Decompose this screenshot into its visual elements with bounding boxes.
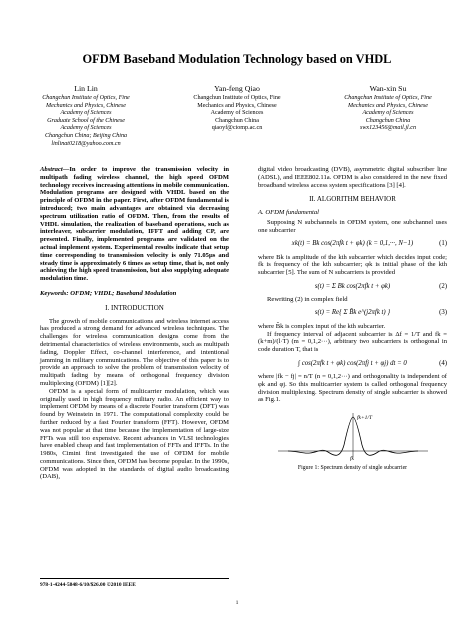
copyright-footnote: 978-1-4244-5848-6/10/$26.00 ©2010 IEEE	[40, 578, 229, 588]
affiliation-line: Academy of Sciences	[210, 110, 264, 117]
author-email: linlinat0218@yahoo.com.cn	[51, 140, 121, 147]
equation-text: s(t) = Σ Bk cos(2πfk t + φk)	[314, 282, 391, 290]
equation-text: ∫ cos(2πfk t + φk) cos(2πfj t + φj) dt = 0	[298, 359, 407, 367]
equation-text: xk(t) = Bk cos(2πfk t + φk) (k = 0,1,···, N−1)	[291, 240, 414, 248]
affiliation-line: Changchun Institute of Optics, Fine	[42, 95, 130, 101]
fig-label-top: fk+1/T	[357, 415, 373, 422]
paper-title: OFDM Baseband Modulation Technology based on VHDL	[82, 52, 392, 66]
affiliation-line: Changchun Institute of Optics, Fine	[193, 95, 281, 101]
body-paragraph: If frequency interval of adjacent subcarrier is Δf = 1/T and fk = (k+m)/(l·T) (m = 0,1,2···), arbitrary two subcarriers is orthogonal in code duration T, that is	[258, 330, 447, 354]
body-paragraph: Supposing N subchannels in OFDM system, one subchannel uses one subcarrier	[258, 218, 447, 234]
affiliation-line: Changchun China	[215, 117, 259, 124]
equation-2	[258, 280, 447, 293]
equation-number: (1)	[439, 240, 447, 248]
body-paragraph: where B̂k is complex input of the kth subcarrier.	[258, 322, 386, 330]
body-paragraph: where Bk is amplitude of the kth subcarrier which decides input code; fk is frequency of the kth subcarrier; φk is initial phase of the kth subcarrier [5]. The sum of N subcarriers is provided	[258, 253, 447, 277]
affiliation-line: Changchun Institute of Optics, Fine	[344, 95, 432, 101]
figure-1	[258, 407, 447, 463]
subsection-heading: A. OFDM fundamental	[258, 209, 319, 217]
author-email: swx123456@mail.jl.cn	[359, 125, 417, 132]
figure-caption: Figure 1: Spectrum density of single subcarrier	[297, 465, 408, 472]
body-paragraph: where |fk − fj| = n/T (n = 0,1,2···) and orthogonality is independent of φk and φj. So this multicarrier system is called orthogonal frequency division multiplexing. Spectrum density of single subcarrier is showed as Fig.1.	[258, 372, 447, 404]
fig-label-fk: fk	[350, 456, 354, 463]
author-name: Wan-xin Su	[369, 84, 407, 93]
author-name: Yan-feng Qiao	[214, 84, 260, 93]
right-column	[258, 166, 447, 473]
section-heading-introduction: I. INTRODUCTION	[105, 303, 164, 312]
affiliation-line: Mechanics and Physics, Chinese	[197, 102, 277, 109]
equation-text: s(t) = Re{ Σ B̂k e^(j2πfk t) }	[314, 309, 391, 317]
equation-1	[258, 238, 447, 251]
body-paragraph: digital video broadcasting (DVB), asymmetric digital subscriber line (ADSL), and IEEE802.11a. OFDM is also considered in the new fixed broadband wireless access system specifications [3] [4].	[258, 166, 447, 189]
abstract-lead: Abstract—	[40, 166, 70, 173]
equation-number: (4)	[439, 359, 447, 367]
author-block-2	[169, 84, 305, 133]
equation-4	[258, 357, 447, 370]
affiliation-line: Mechanics and Physics, Chinese	[348, 102, 428, 109]
affiliation-line: Academy of Sciences	[60, 125, 112, 132]
author-email: qiaoyf@ciomp.ac.cn	[211, 125, 263, 132]
abstract-body: In order to improve the transmission velocity in multipath fading wireless channel, the high speed OFDM technology receives increasing attentions in mobile communication. Modulation programs are designed with VHDL based on the principle of OFDM in the paper. First, after OFDM fundamental is introduced; two main advantages are obtained via decreasing spectrum utilization ratio of OFDM. Then, from the results of VHDL simulation, the realization of baseband operations, such as interleaver, subcarrier modulation, IFFT and adding CP, are presented. Finally, implemented programs are validated on the actual implement system. Experimental results indicate that setup time corresponding to transmission velocity is only 71.05μs and steady time is approximately 6 times as setup time, that is, not only achieving the high speed transmission, but also supplying adequate modulation time.	[40, 166, 229, 283]
affiliation-line: Academy of Sciences	[60, 110, 112, 117]
author-block-1	[18, 84, 154, 148]
intro-paragraph: OFDM is a special form of multicarrier modulation, which was originally used in high frequency military radio. An efficient way to implement OFDM by means of a discrete Fourier transform (DFT) was found by Weinstein in 1971. The computational complexity could be further reduced by a fast Fourier transform (FFT). However, OFDM was not popular at that time because the implementation of large-size FFTs was still too expensive. Recent advances in VLSI technologies have enabled cheap and fast implementation of FFTs and IFFTs. In the 1980s, Cimini first investigated the use of OFDM for mobile communications. Since then, OFDM has become popular. In the 1990s, OFDM was adopted in the standards of digital audio broadcasting (DAB),	[40, 387, 229, 481]
author-name: Lin Lin	[74, 84, 98, 93]
affiliation-line: Changchun China; Beijing China	[44, 132, 128, 139]
page-number: 1	[235, 600, 239, 606]
spectrum-density-plot	[258, 407, 447, 463]
affiliation-line: Academy of Sciences	[362, 110, 414, 117]
affiliation-line: Changchun China	[365, 117, 411, 124]
section-heading-algorithm: II. ALGORITHM BEHAVIOR	[309, 195, 396, 204]
author-block-3	[320, 84, 456, 133]
body-paragraph: Rewriting (2) in complex field	[267, 295, 348, 303]
abstract	[40, 166, 229, 283]
left-column	[40, 166, 229, 481]
intro-paragraph: The growth of mobile communications and wireless internet access has produced a strong demand for advanced wireless techniques. The challenges for wireless communication designs come from the detrimental characteristics of wireless environments, such as multipath fading, Doppler Effect, co-channel interference, and intentional jamming in military communications. The objective of this paper is to provide an approach to solve the problem of transmission velocity of multipath fading by means of orthogonal frequency division multiplexing (OFDM) [1][2].	[40, 317, 229, 387]
keywords: Keywords: OFDM; VHDL; Baseband Modulation	[40, 289, 177, 297]
equation-number: (3)	[439, 309, 447, 317]
equation-3	[258, 307, 447, 320]
affiliation-line: Mechanics and Physics, Chinese	[46, 102, 126, 109]
affiliation-line: Graduate School of the Chinese	[47, 117, 125, 124]
equation-number: (2)	[439, 282, 447, 290]
